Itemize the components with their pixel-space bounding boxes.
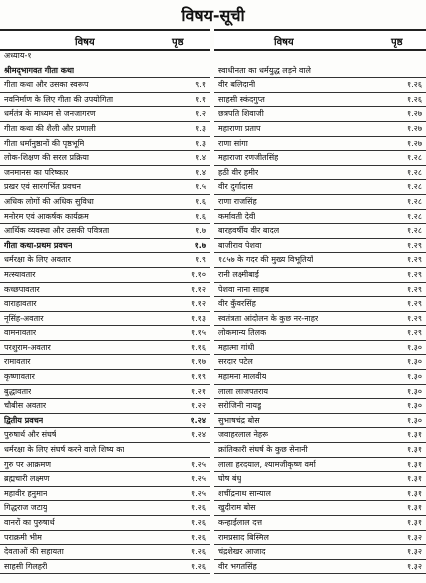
entry-page: १.२६	[190, 547, 206, 557]
toc-entry	[0, 210, 210, 225]
entry-title: १८५७ के गदर की मुख्य विभूतियाँ	[218, 255, 314, 265]
entry-title: जनमानस का परिष्कार	[4, 167, 69, 177]
entry-title: क्रांतिकारी संघर्ष के कुछ सेनानी	[218, 445, 308, 455]
right-page-header: पृष्ठ	[391, 37, 403, 48]
toc-entry	[214, 428, 426, 443]
entry-page: १.१३	[190, 313, 206, 323]
toc-entry	[214, 399, 426, 414]
entry-title: कच्छपावतार	[4, 284, 40, 294]
left-page-header: पृष्ठ	[172, 37, 184, 48]
toc-entry	[0, 49, 210, 64]
entry-title: चौबीस अवतार	[4, 401, 47, 411]
toc-entry	[0, 151, 210, 166]
entry-page: १.३०	[406, 357, 422, 367]
toc-entry	[0, 472, 210, 487]
entry-title: धर्मरक्षा के लिए संघर्ष करने वाले शिष्य का	[4, 445, 125, 455]
entry-page: १.२५	[190, 488, 206, 498]
toc-entry	[0, 443, 210, 458]
entry-title: राणा सांगा	[218, 138, 248, 148]
toc-entry	[0, 341, 210, 356]
entry-page: १.१५	[190, 328, 206, 338]
entry-title: गीता कथा की शैली और प्रणाली	[4, 123, 96, 133]
toc-entry	[214, 49, 426, 64]
entry-title: महामना मालवीय	[218, 372, 267, 382]
toc-entry	[0, 195, 210, 210]
entry-title: गुरु पर आक्रमण	[4, 459, 52, 469]
toc-entry	[0, 166, 210, 181]
entry-page: १.२८	[406, 196, 422, 206]
toc-entry	[0, 414, 210, 429]
toc-entry	[214, 137, 426, 152]
toc-entry	[214, 297, 426, 312]
toc-entry	[214, 93, 426, 108]
toc-entry	[0, 312, 210, 327]
entry-page: १.३२	[406, 532, 422, 542]
entry-page: १.९	[195, 255, 206, 265]
entry-page: १.२८	[406, 211, 422, 221]
entry-page: १.२९	[406, 284, 422, 294]
entry-title: जवाहरलाल नेहरू	[218, 430, 269, 440]
toc-entry	[0, 239, 210, 254]
entry-title: कृष्णावतार	[4, 372, 35, 382]
toc-entry	[214, 283, 426, 298]
entry-page: १.२९	[406, 255, 422, 265]
entry-title: वीर दुर्गादास	[218, 182, 253, 192]
entry-page: १.२७	[406, 138, 422, 148]
toc-entry	[0, 137, 210, 152]
entry-title: आर्थिक व्यवस्था और उसकी पवित्रता	[4, 226, 110, 236]
entry-title: महावीर हनुमान	[4, 488, 48, 498]
entry-page: १.३०	[406, 386, 422, 396]
entry-title: साहसी स्कंदगुप्त	[218, 94, 265, 104]
entry-title: गीता कथा-प्रथम प्रवचन	[4, 240, 73, 250]
toc-entry	[214, 531, 426, 546]
toc-entry	[214, 355, 426, 370]
entry-title: कन्हाईलाल दत्त	[218, 518, 263, 527]
right-header	[214, 29, 426, 51]
entry-page: १.३१	[406, 488, 422, 498]
toc-entry	[0, 78, 210, 93]
left-subject-header: विषय	[75, 37, 95, 48]
toc-entry	[0, 107, 210, 122]
entry-page: १.५	[195, 182, 206, 192]
entry-title: धर्मतंत्र के माध्यम से जनजागरण	[4, 109, 96, 119]
toc-entry	[214, 180, 426, 195]
entry-title: अधिक लोगों की अधिक सुविधा	[4, 196, 94, 206]
entry-page: १.२	[195, 109, 206, 119]
entry-page: १.१०	[190, 269, 206, 279]
entry-page: १.२९	[406, 299, 422, 309]
entry-page: १.२८	[406, 182, 422, 192]
toc-entry	[214, 370, 426, 385]
entry-page: १.३२	[406, 561, 422, 571]
entry-title: धर्मरक्षा के लिए अवतार	[4, 255, 71, 265]
entry-page: १.२७	[406, 109, 422, 119]
entry-page: १.१	[195, 94, 206, 104]
entry-page: १.३०	[406, 415, 422, 425]
entry-title: महाराणा प्रताप	[218, 123, 261, 133]
entry-page: १.२४	[190, 415, 206, 425]
toc-entry	[0, 64, 210, 79]
entry-title: घोष बंधु	[218, 474, 242, 484]
entry-page: १.२६	[406, 80, 422, 90]
entry-page: १.४	[195, 153, 206, 163]
entry-title: महात्मा गांधी	[218, 342, 255, 352]
entry-title: स्वाधीनता का धर्मयुद्ध लड़ने वाले	[218, 65, 311, 75]
toc-entry	[0, 326, 210, 341]
entry-page: १.६	[195, 196, 206, 206]
entry-title: लाला हरदयाल, श्यामजीकृष्ण वर्मा	[218, 459, 316, 469]
toc-entry	[0, 355, 210, 370]
entry-title: वानरों का पुरुषार्थ	[4, 518, 55, 527]
toc-entry	[0, 560, 210, 575]
entry-page: १.१९	[190, 372, 206, 382]
entry-page: १.३१	[406, 430, 422, 440]
toc-entry	[214, 472, 426, 487]
entry-page: १.३१	[406, 503, 422, 513]
entry-title: सरदार पटेल	[218, 357, 253, 367]
entry-title: महाराजा रणजीतसिंह	[218, 153, 279, 163]
entry-title: सरोजिनी नायडू	[218, 401, 262, 411]
toc-entry	[214, 151, 426, 166]
entry-page: १.३	[195, 123, 206, 133]
right-subject-header: विषय	[274, 37, 294, 48]
toc-entry	[214, 414, 426, 429]
entry-title: हठी वीर हमीर	[218, 167, 259, 177]
toc-entry	[0, 224, 210, 239]
entry-title: ब्रह्मचारी लक्ष्मण	[4, 474, 50, 484]
toc-entry	[0, 428, 210, 443]
entry-title: प्रखर एवं सारगर्भित प्रवचन	[4, 182, 81, 192]
entry-page: १.२६	[406, 94, 422, 104]
entry-page: १.२९	[406, 328, 422, 338]
toc-entry	[0, 370, 210, 385]
entry-title: रानी लक्ष्मीबाई	[218, 269, 259, 279]
entry-page: १.२८	[406, 167, 422, 177]
toc-entry	[214, 326, 426, 341]
entry-title: देवताओं की सहायता	[4, 547, 64, 557]
entry-title: वीर बलिदानी	[218, 80, 256, 90]
entry-title: वीर भगतसिंह	[218, 561, 257, 571]
entry-title: पुरुषार्थ और संघर्ष	[4, 430, 57, 440]
entry-page: १.२९	[406, 313, 422, 323]
entry-title: बारहवर्षीय वीर बादल	[218, 226, 280, 236]
entry-title: नृसिंह-अवतार	[4, 313, 44, 323]
entry-title: गीता धर्मानुष्ठानों की पृष्ठभूमि	[4, 138, 85, 148]
entry-page: १.१६	[190, 342, 206, 352]
toc-entry	[0, 180, 210, 195]
entry-page: १.१२	[190, 299, 206, 309]
toc-entry	[0, 487, 210, 502]
toc-entry	[214, 224, 426, 239]
toc-entry	[214, 516, 426, 531]
entry-page: १.१२	[190, 284, 206, 294]
toc-entry	[214, 122, 426, 137]
entry-title: वामनावतार	[4, 328, 37, 338]
toc-entry	[214, 64, 426, 79]
entry-page: १.२८	[406, 153, 422, 163]
toc-entry	[0, 501, 210, 516]
toc-entry	[0, 531, 210, 546]
toc-entry	[214, 458, 426, 473]
entry-page: १.३०	[406, 342, 422, 352]
toc-entry	[214, 239, 426, 254]
entry-page: १.२६	[190, 532, 206, 542]
right-column	[214, 49, 426, 574]
entry-page: १.३०	[406, 401, 422, 411]
entry-title: छत्रपति शिवाजी	[218, 109, 264, 119]
entry-page: १.३१	[406, 474, 422, 484]
entry-title: खुदीराम बोस	[218, 503, 256, 513]
entry-page: १.२१	[190, 386, 206, 396]
toc-entry	[214, 268, 426, 283]
toc-entry	[214, 253, 426, 268]
entry-page: १.७	[194, 240, 206, 250]
entry-title: लाला लाजपतराय	[218, 386, 269, 396]
entry-page: १.३२	[406, 547, 422, 557]
toc-entry	[214, 487, 426, 502]
entry-page: १.२९	[406, 269, 422, 279]
entry-page: १.२५	[190, 474, 206, 484]
entry-title: शचींद्रनाथ सान्याल	[218, 488, 271, 498]
entry-title: बुद्धावतार	[4, 386, 32, 396]
toc-entry	[0, 385, 210, 400]
entry-page: १.३	[195, 138, 206, 148]
entry-page: १.२७	[406, 123, 422, 133]
entry-title: पराक्रमी भीम	[4, 532, 42, 542]
entry-title: अध्याय-१	[4, 51, 32, 60]
entry-title: राणा राजसिंह	[218, 196, 257, 206]
toc-entry	[214, 210, 426, 225]
toc-entry	[214, 501, 426, 516]
toc-entry	[214, 341, 426, 356]
entry-page: १.३०	[406, 372, 422, 382]
toc-entry	[214, 385, 426, 400]
toc-entry	[214, 107, 426, 122]
entry-page: १.२६	[190, 503, 206, 513]
left-header	[0, 29, 210, 51]
entry-page: १.३१	[406, 445, 422, 455]
entry-page: १.६	[195, 211, 206, 221]
entry-page: १.१७	[190, 357, 206, 367]
entry-title: रामप्रसाद बिस्मिल	[218, 532, 269, 542]
entry-title: स्वतंत्रता आंदोलन के कुछ नर-नाहर	[218, 313, 319, 323]
toc-entry	[0, 458, 210, 473]
entry-page: १.७	[195, 226, 206, 236]
toc-entry	[0, 297, 210, 312]
entry-page: १.३१	[406, 459, 422, 469]
entry-title: पेशवा नाना साहब	[218, 284, 269, 294]
entry-title: बाजीराव पेशवा	[218, 240, 262, 250]
entry-title: वाराहावतार	[4, 299, 37, 309]
left-column	[0, 49, 210, 574]
entry-title: चंद्रशेखर आजाद	[218, 547, 266, 557]
entry-title: परशुराम-अवतार	[4, 342, 51, 352]
entry-title: गिद्धराज जटायु	[4, 503, 48, 513]
toc-entry	[214, 195, 426, 210]
entry-title: मनोरम एवं आकर्षक कार्यक्रम	[4, 211, 89, 221]
toc-entry	[0, 122, 210, 137]
entry-title: साहसी गिलहरी	[4, 561, 48, 571]
toc-entry	[0, 268, 210, 283]
toc-entry	[0, 516, 210, 531]
entry-page: १.२४	[190, 430, 206, 440]
entry-title: गीता कथा और उसका स्वरूप	[4, 80, 89, 90]
entry-title: नवनिर्माण के लिए गीता की उपयोगिता	[4, 94, 114, 104]
toc-entry	[214, 166, 426, 181]
page-title: विषय-सूची	[181, 6, 245, 25]
entry-page: १.२६	[190, 518, 206, 527]
entry-title: श्रीमद्‌भागवत गीता कथा	[4, 65, 75, 75]
entry-title: वीर कुँवरसिंह	[218, 299, 256, 309]
toc-entry	[0, 545, 210, 560]
entry-page: १.२५	[190, 459, 206, 469]
entry-title: कर्मावती देवी	[218, 211, 256, 221]
entry-page: १.२९	[406, 240, 422, 250]
entry-title: द्वितीय प्रवचन	[4, 415, 44, 425]
entry-page: १.२८	[406, 226, 422, 236]
entry-page: १.२२	[190, 401, 206, 411]
toc-entry	[0, 253, 210, 268]
entry-title: रामावतार	[4, 357, 31, 367]
toc-entry	[214, 443, 426, 458]
toc-entry	[214, 78, 426, 93]
entry-title: लोक-शिक्षण की सरल प्रक्रिया	[4, 153, 89, 163]
toc-entry	[0, 283, 210, 298]
toc-entry	[214, 312, 426, 327]
entry-page: १.३१	[406, 518, 422, 527]
entry-page: ९.१	[195, 80, 206, 90]
entry-title: लोकमान्य तिलक	[218, 328, 267, 338]
toc-entry	[0, 399, 210, 414]
entry-page: १.४	[195, 167, 206, 177]
toc-entry	[214, 560, 426, 575]
entry-title: सुभाषचंद्र बोस	[218, 415, 260, 425]
entry-page: १.२६	[190, 561, 206, 571]
toc-entry	[214, 545, 426, 560]
toc-entry	[0, 93, 210, 108]
entry-title: मत्स्यावतार	[4, 269, 36, 279]
